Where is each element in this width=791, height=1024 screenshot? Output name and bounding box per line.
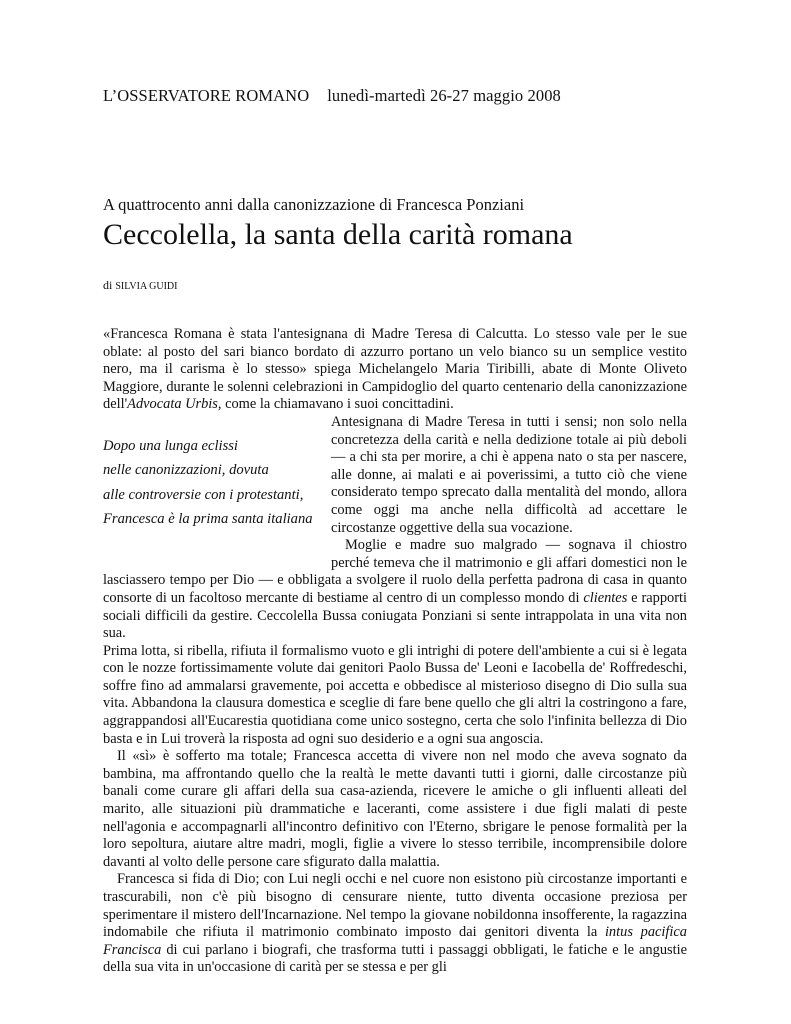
paragraph-5: Il «sì» è sofferto ma totale; Francesca accetta di vivere non nel modo che aveva sognato da bambina, ma affrontando quello che la realtà le mette davanti tutti i giorni, dalle circostanze più banali come curare gli affari della sua casa-azienda, ricevere le amiche o gli influenti alleati del marito, alle situazioni più drammatiche e laceranti, come assistere i due figli malati di peste nell'agonia e accompagnarli all'incontro definitivo con l'Eterno, sbrigare le penose formalità per la loro sepoltura, aiutare altre madri, mogli, figlie a vivere lo stesso terribile, incomprensibile dolore davanti al volto delle persone care sfigurato dalla malattia.: [103, 748, 687, 870]
pull-quote-line: Francesca è la prima santa italiana: [103, 511, 313, 528]
paragraph-4: Prima lotta, si ribella, rifiuta il formalismo vuoto e gli intrighi di potere dell'ambiente a cui si è legata con le nozze fortissimamente volute dai genitori Paolo Bussa de' Leoni e Iacobella de' Roffredeschi, soffre fino ad ammalarsi gravemente, poi accetta e obbedisce al misterioso disegno di Dio sulla sua vita. Abbandona la clausura domestica e sceglie di fare bene quello che gli altri la costringono a fare, aggrappandosi all'Eucarestia quotidiana come unico sostegno, certa che solo l'infinita bellezza di Dio basta e in Lui troverà la risposta ad ogni suo desiderio e a ogni sua angoscia.: [103, 642, 687, 747]
byline: [103, 278, 177, 293]
paragraph-1-end: come la chiamavano i suoi concittadini.: [221, 396, 454, 413]
article-kicker: A quattrocento anni dalla canonizzazione di Francesca Ponziani: [103, 195, 525, 214]
paragraph-3-end: e rapporti sociali difficili da gestire. Ceccolella Bussa coniugata Ponziani si sente intrappolata in una vita non sua.: [103, 589, 687, 642]
pull-quote-line: Dopo una lunga eclissi: [103, 437, 238, 454]
paragraph-6-italic: intus pacifica Francisca: [103, 924, 687, 958]
pull-quote: [103, 414, 331, 558]
paragraph-3-text: Moglie e madre suo malgrado — sognava il chiostro perché temeva che il matrimonio e gli affari domestici non le lasciassero tempo per Dio — e obbligata a svolgere il ruolo della perfetta padrona di casa in quanto consorte di un facoltoso mercante di bestiame al centro di un complesso mondo di: [103, 537, 687, 606]
publication-date: lunedì-martedì 26-27 maggio 2008: [327, 86, 561, 105]
paragraph-1: [103, 326, 687, 414]
paragraph-3-italic: clientes: [583, 589, 628, 606]
paragraph-6-text: Francesca si fida di Dio; con Lui negli occhi e nel cuore non esistono più circostanze importanti e trascurabili, non c'è più bisogno di censurare niente, tutto diventa occasione preziosa per sperimentare il mistero dell'Incarnazione. Nel tempo la giovane nobildonna insofferente, la ragazzina indomabile che rifiuta il matrimonio combinato imposto dai genitori diventa la: [103, 871, 687, 941]
article-title: Ceccolella, la santa della carità romana: [103, 218, 573, 251]
byline-prefix: di: [103, 278, 113, 292]
pull-quote-line: nelle canonizzazioni, dovuta: [103, 462, 269, 479]
article-body: [103, 326, 687, 977]
masthead: [103, 86, 561, 106]
paragraph-1-text: «Francesca Romana è stata l'antesignana di Madre Teresa di Calcutta. Lo stesso vale per le sue oblate: al posto del sari bianco bordato di azzurro portano un velo bianco su un semplice vestito nero, ma il carisma è lo stesso» spiega Michelangelo Maria Tiribilli, abate di Monte Oliveto Maggiore, durante le solenni celebrazioni in Campidoglio del quarto centenario della canonizzazione dell': [103, 326, 687, 413]
paragraph-2-text: Antesignana di Madre Teresa in tutti i sensi; non solo nella concretezza della carità e nella dedizione totale ai più deboli — a chi sta per morire, a chi è appena nato o sta per nascere, alle donne, ai malati e ai poverissimi, a tutto ciò che viene considerato tempo sprecato dalla mentalità del mondo, allora come oggi ma anche nella difficoltà ad accettare le circostanze oggettive della sua vocazione.: [331, 413, 687, 536]
publication-name: L’OSSERVATORE ROMANO: [103, 86, 310, 105]
paragraph-6-end: di cui parlano i biografi, che trasforma tutti i passaggi obbligati, le fatiche e le angustie della sua vita in un'occasione di carità per se stessa e per gli: [103, 941, 687, 976]
paragraph-2: [103, 414, 687, 537]
paragraph-6: [103, 871, 687, 977]
author-name: SILVIA GUIDI: [115, 281, 178, 292]
paragraph-1-italic: Advocata Urbis,: [127, 396, 222, 413]
pull-quote-line: alle controversie con i protestanti,: [103, 486, 304, 503]
